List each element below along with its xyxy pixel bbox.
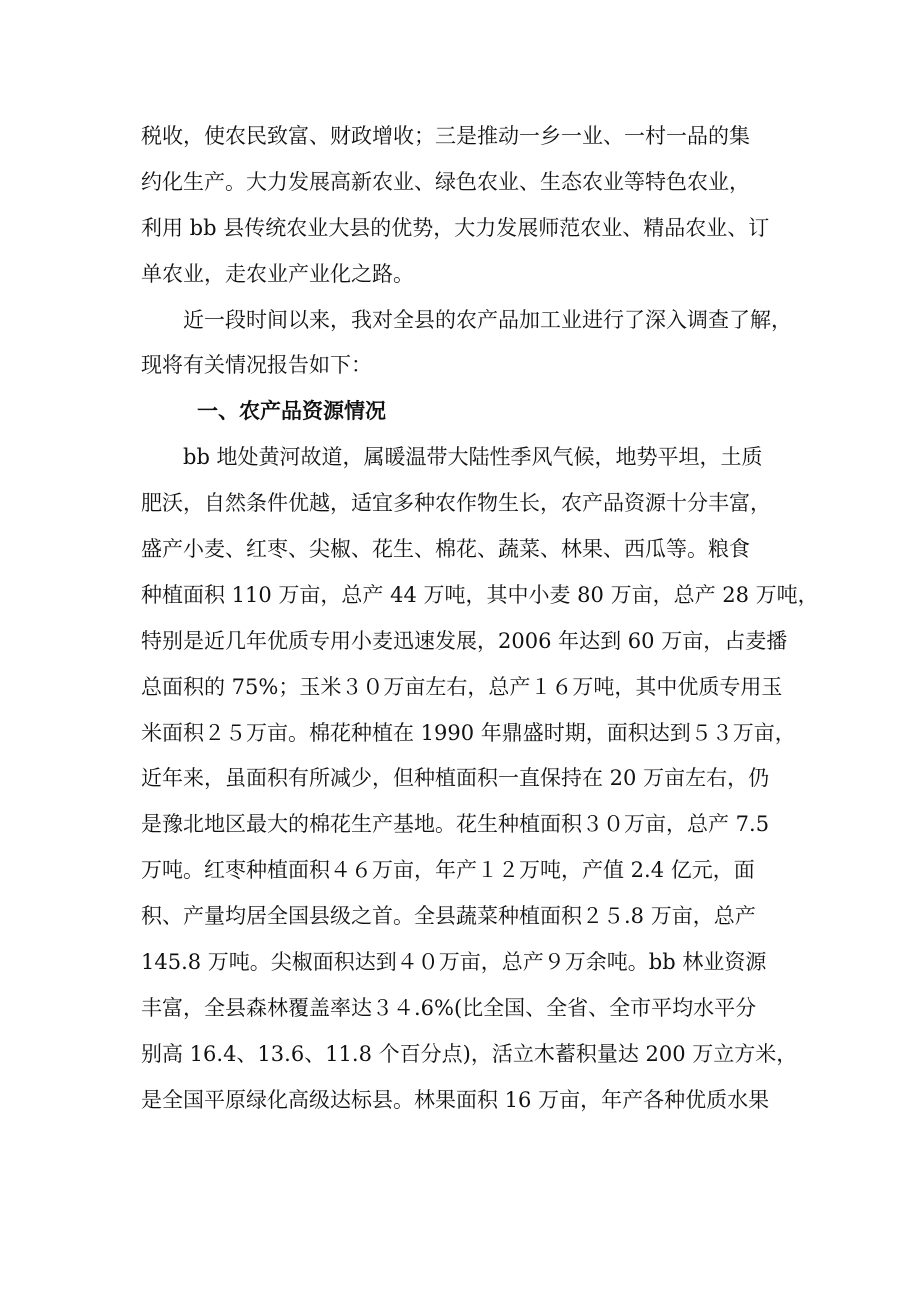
paragraph-line: 总面积的 75%；玉米３０万亩左右，总产１６万吨，其中优质专用玉 — [141, 674, 783, 699]
paragraph-line: 盛产小麦、红枣、尖椒、花生、棉花、蔬菜、林果、西瓜等。粮食 — [141, 537, 750, 562]
paragraph-line: 万吨。红枣种植面积４６万亩，年产１２万吨，产值 2.4 亿元，面 — [141, 858, 755, 883]
paragraph-line: 丰富，全县森林覆盖率达３４.6%(比全国、全省、全市平均水平分 — [141, 995, 757, 1020]
paragraph-line: 种植面积 110 万亩，总产 44 万吨，其中小麦 80 万亩，总产 28 万吨， — [141, 582, 819, 607]
document-body — [141, 114, 841, 1124]
paragraph-line: 约化生产。大力发展高新农业、绿色农业、生态农业等特色农业， — [141, 169, 750, 194]
section-heading: 一、农产品资源情况 — [197, 399, 386, 424]
paragraph-line: 米面积２５万亩。棉花种植在 1990 年鼎盛时期，面积达到５３万亩， — [141, 720, 796, 745]
paragraph-line: 是全国平原绿化高级达标县。林果面积 16 万亩，年产各种优质水果 — [141, 1087, 770, 1112]
paragraph-line: bb 地处黄河故道，属暖温带大陆性季风气候，地势平坦，土质 — [183, 445, 763, 470]
paragraph-line: 近年来，虽面积有所减少，但种植面积一直保持在 20 万亩左右，仍 — [141, 766, 770, 791]
paragraph-line: 145.8 万吨。尖椒面积达到４０万亩，总产９万余吨。bb 林业资源 — [141, 950, 767, 975]
paragraph-line: 近一段时间以来，我对全县的农产品加工业进行了深入调查了解， — [183, 307, 792, 332]
paragraph-line: 别高 16.4、13.6、11.8 个百分点)，活立木蓄积量达 200 万立方米， — [141, 1041, 798, 1066]
paragraph-line: 现将有关情况报告如下： — [141, 353, 372, 378]
paragraph-line: 积、产量均居全国县级之首。全县蔬菜种植面积２５.8 万亩，总产 — [141, 904, 756, 929]
paragraph-line: 单农业，走农业产业化之路。 — [141, 261, 414, 286]
paragraph-line: 利用 bb 县传统农业大县的优势，大力发展师范农业、精品农业、订 — [141, 215, 770, 240]
paragraph-line: 是豫北地区最大的棉花生产基地。花生种植面积３０万亩，总产 7.5 — [141, 812, 770, 837]
paragraph-line: 特别是近几年优质专用小麦迅速发展，2006 年达到 60 万亩，占麦播 — [141, 628, 788, 653]
paragraph-line: 肥沃，自然条件优越，适宜多种农作物生长，农产品资源十分丰富， — [141, 491, 771, 516]
paragraph-line: 税收，使农民致富、财政增收；三是推动一乡一业、一村一品的集 — [141, 124, 750, 148]
